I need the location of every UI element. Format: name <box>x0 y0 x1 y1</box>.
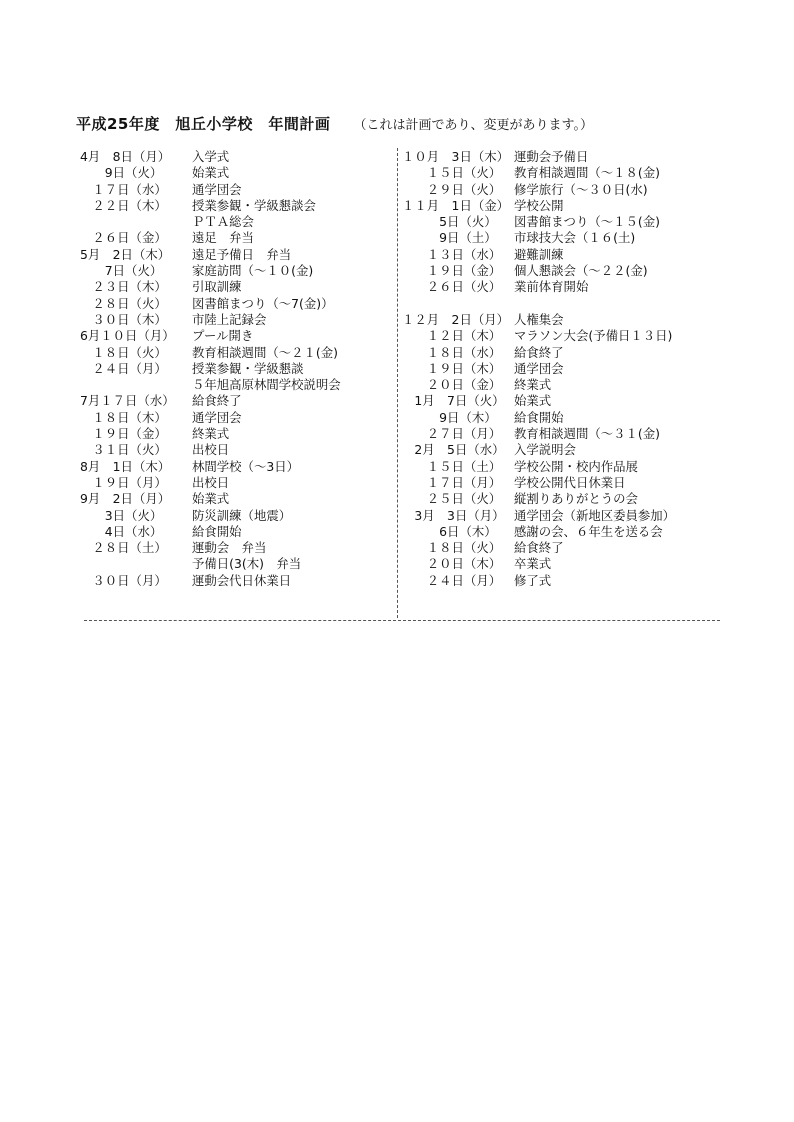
schedule-event: 通学団会（新地区委員参加） <box>514 507 676 523</box>
schedule-date: １２月 2日（月） <box>402 311 510 327</box>
schedule-date: 3日（火） <box>80 507 163 523</box>
schedule-row <box>80 377 341 393</box>
schedule-event: 授業参観・学級懇談会 <box>192 197 316 213</box>
schedule-event: マラソン大会(予備日１３日) <box>514 328 673 344</box>
schedule-event: 出校日 <box>192 474 230 490</box>
schedule-event: 運動会代日休業日 <box>192 572 292 588</box>
schedule-row <box>80 214 341 230</box>
schedule-row <box>402 279 675 295</box>
schedule-event: 給食終了 <box>192 393 242 409</box>
schedule-date: ２９日（火） <box>402 181 502 197</box>
schedule-date: ２０日（金） <box>402 377 502 393</box>
schedule-date: 8月 1日（木） <box>80 458 171 474</box>
schedule-date: 4月 8日（月） <box>80 149 171 164</box>
schedule-row <box>80 410 341 426</box>
schedule-date: ３１日（火） <box>80 442 167 458</box>
schedule-date: ２８日（土） <box>80 540 167 556</box>
schedule-date: １７日（月） <box>402 474 502 490</box>
schedule-event: ＰＴＡ総会 <box>192 214 254 230</box>
schedule-event: 給食終了 <box>514 344 564 360</box>
schedule-event: 予備日(3(木) 弁当 <box>192 556 302 572</box>
schedule-column-right <box>402 149 675 589</box>
schedule-event: 終業式 <box>514 377 552 393</box>
schedule-event: 運動会 弁当 <box>192 540 267 556</box>
schedule-row <box>80 573 341 589</box>
schedule-date: １７日（水） <box>80 181 167 197</box>
schedule-row <box>80 345 341 361</box>
schedule-row <box>402 263 675 279</box>
schedule-date <box>80 377 192 393</box>
schedule-event: 遠足予備日 弁当 <box>192 246 292 262</box>
schedule-date: ２４日（月） <box>80 360 167 376</box>
schedule-date: １０月 3日（木） <box>402 149 510 164</box>
schedule-date: 7日（火） <box>80 263 163 279</box>
schedule-date: ２６日（金） <box>80 230 167 246</box>
schedule-row <box>402 556 675 572</box>
schedule-date: ２６日（火） <box>402 279 502 295</box>
schedule-row <box>80 508 341 524</box>
schedule-date: 3月 3日（月） <box>402 507 505 523</box>
schedule-row <box>402 198 675 214</box>
schedule-date: １９日（金） <box>80 426 167 442</box>
schedule-row <box>402 377 675 393</box>
schedule-row <box>80 361 341 377</box>
schedule-row <box>80 230 341 246</box>
schedule-date: １３日（水） <box>402 246 502 262</box>
schedule-event: 卒業式 <box>514 556 552 572</box>
schedule-date: １８日（水） <box>402 344 502 360</box>
schedule-date: １２日（木） <box>402 328 502 344</box>
schedule-event: 業前体育開始 <box>514 279 589 295</box>
schedule-date: 9日（土） <box>402 230 497 246</box>
schedule-date: 4日（水） <box>80 523 163 539</box>
schedule-row <box>402 345 675 361</box>
schedule-event: 教育相談週間（～１８(金) <box>514 165 660 181</box>
schedule-event: 人権集会 <box>514 311 564 327</box>
schedule-event: 個人懇談会（～２２(金) <box>514 263 648 279</box>
schedule-event: 出校日 <box>192 442 230 458</box>
schedule-date: ３０日（月） <box>80 572 167 588</box>
schedule-row <box>80 198 341 214</box>
schedule-event: 教育相談週間（～３１(金) <box>514 426 660 442</box>
schedule-date: １９日（月） <box>80 474 167 490</box>
schedule-date: １８日（火） <box>80 344 167 360</box>
schedule-date: ２３日（木） <box>80 279 167 295</box>
schedule-date <box>80 556 192 572</box>
schedule-row <box>402 573 675 589</box>
schedule-date: ３０日（木） <box>80 311 167 327</box>
schedule-date: 9月 2日（月） <box>80 491 171 507</box>
schedule-event: 授業参観・学級懇談 <box>192 360 304 376</box>
schedule-row <box>80 540 341 556</box>
schedule-date: 6月１０日（月） <box>80 328 175 344</box>
schedule-event: 入学式 <box>192 149 230 164</box>
schedule-row <box>402 524 675 540</box>
schedule-date: １８日（木） <box>80 409 167 425</box>
schedule-row <box>80 149 341 165</box>
schedule-event: 通学団会 <box>192 181 242 197</box>
schedule-row <box>80 263 341 279</box>
schedule-event: 始業式 <box>192 165 230 181</box>
schedule-event: 終業式 <box>192 426 230 442</box>
schedule-event: 学校公開 <box>514 197 564 213</box>
schedule-date: ２５日（火） <box>402 491 502 507</box>
schedule-event: 始業式 <box>192 491 230 507</box>
schedule-event: 図書館まつり（～7(金)） <box>192 295 334 311</box>
schedule-row <box>80 328 341 344</box>
schedule-date: １９日（木） <box>402 360 502 376</box>
schedule-date: ２７日（月） <box>402 426 502 442</box>
schedule-row <box>402 230 675 246</box>
schedule-row <box>402 540 675 556</box>
schedule-row <box>402 491 675 507</box>
schedule-event: 縦割りありがとうの会 <box>514 491 638 507</box>
schedule-event: 教育相談週間（～２１(金) <box>192 344 338 360</box>
schedule-row <box>402 475 675 491</box>
schedule-row <box>80 442 341 458</box>
schedule-date: 7月１７日（水） <box>80 393 175 409</box>
schedule-date: 1月 7日（火） <box>402 393 505 409</box>
schedule-date: １１月 1日（金） <box>402 197 510 213</box>
schedule-event: 引取訓練 <box>192 279 242 295</box>
schedule-column-left <box>80 149 341 589</box>
schedule-row <box>402 247 675 263</box>
schedule-event: プール開き <box>192 328 254 344</box>
schedule-event: 学校公開・校内作品展 <box>514 458 638 474</box>
subject-to-change-note: （これは計画であり、変更があります。） <box>353 118 593 133</box>
schedule-date: ２０日（木） <box>402 556 502 572</box>
schedule-event: 家庭訪問（～１０(金) <box>192 263 314 279</box>
schedule-event: ５年旭高原林間学校説明会 <box>192 377 341 393</box>
schedule-event: 学校公開代日休業日 <box>514 474 626 490</box>
schedule-event: 入学説明会 <box>514 442 576 458</box>
schedule-row <box>402 393 675 409</box>
schedule-date: ２８日（火） <box>80 295 167 311</box>
schedule-event: 給食開始 <box>192 523 242 539</box>
schedule-row <box>80 426 341 442</box>
schedule-date <box>80 214 192 230</box>
bottom-divider <box>84 620 720 621</box>
schedule-row <box>402 459 675 475</box>
schedule-event: 給食開始 <box>514 409 564 425</box>
schedule-row <box>402 214 675 230</box>
schedule-row <box>80 182 341 198</box>
schedule-row <box>402 312 675 328</box>
schedule-row <box>402 165 675 181</box>
schedule-date: ２４日（月） <box>402 572 502 588</box>
schedule-date: 9日（火） <box>80 165 163 181</box>
schedule-event: 防災訓練（地震） <box>192 507 292 523</box>
schedule-event: 図書館まつり（～１５(金) <box>514 214 660 230</box>
schedule-row <box>80 247 341 263</box>
page-title: 平成25年度 旭丘小学校 年間計画 <box>76 115 331 133</box>
schedule-row <box>402 149 675 165</box>
schedule-date: ２２日（木） <box>80 197 167 213</box>
schedule-row <box>80 459 341 475</box>
schedule-event: 感謝の会、６年生を送る会 <box>514 523 663 539</box>
schedule-row <box>402 296 675 312</box>
schedule-row <box>402 410 675 426</box>
schedule-row <box>80 475 341 491</box>
schedule-date: １９日（金） <box>402 263 502 279</box>
schedule-date: 5日（火） <box>402 214 497 230</box>
schedule-row <box>80 279 341 295</box>
schedule-row <box>402 426 675 442</box>
schedule-date: １８日（火） <box>402 540 502 556</box>
schedule-row <box>80 556 341 572</box>
schedule-row <box>80 393 341 409</box>
schedule-row <box>402 508 675 524</box>
schedule-event: 給食終了 <box>514 540 564 556</box>
schedule-event: 運動会予備日 <box>514 149 589 164</box>
schedule-row <box>80 524 341 540</box>
schedule-row <box>402 182 675 198</box>
schedule-event: 通学団会 <box>192 409 242 425</box>
schedule-row <box>80 491 341 507</box>
schedule-row <box>402 328 675 344</box>
schedule-event: 始業式 <box>514 393 552 409</box>
schedule-date: １５日（火） <box>402 165 502 181</box>
page-header <box>76 113 593 134</box>
schedule-event: 避難訓練 <box>514 246 564 262</box>
schedule-row <box>80 296 341 312</box>
schedule-row <box>402 442 675 458</box>
column-divider <box>397 148 398 618</box>
schedule-row <box>80 312 341 328</box>
schedule-date: 6日（木） <box>402 523 497 539</box>
schedule-date: 9日（木） <box>402 409 497 425</box>
schedule-row <box>80 165 341 181</box>
schedule-date: 5月 2日（木） <box>80 246 171 262</box>
schedule-event: 市球技大会（１６(土) <box>514 230 636 246</box>
schedule-event: 修学旅行（～３０日(水) <box>514 181 648 197</box>
schedule-event: 市陸上記録会 <box>192 311 267 327</box>
schedule-event: 遠足 弁当 <box>192 230 254 246</box>
schedule-row <box>402 361 675 377</box>
schedule-date: １５日（土） <box>402 458 502 474</box>
schedule-event: 林間学校（～3日） <box>192 458 300 474</box>
schedule-date <box>402 296 514 312</box>
schedule-event: 通学団会 <box>514 360 564 376</box>
schedule-event: 修了式 <box>514 572 552 588</box>
schedule-date: 2月 5日（水） <box>402 442 505 458</box>
